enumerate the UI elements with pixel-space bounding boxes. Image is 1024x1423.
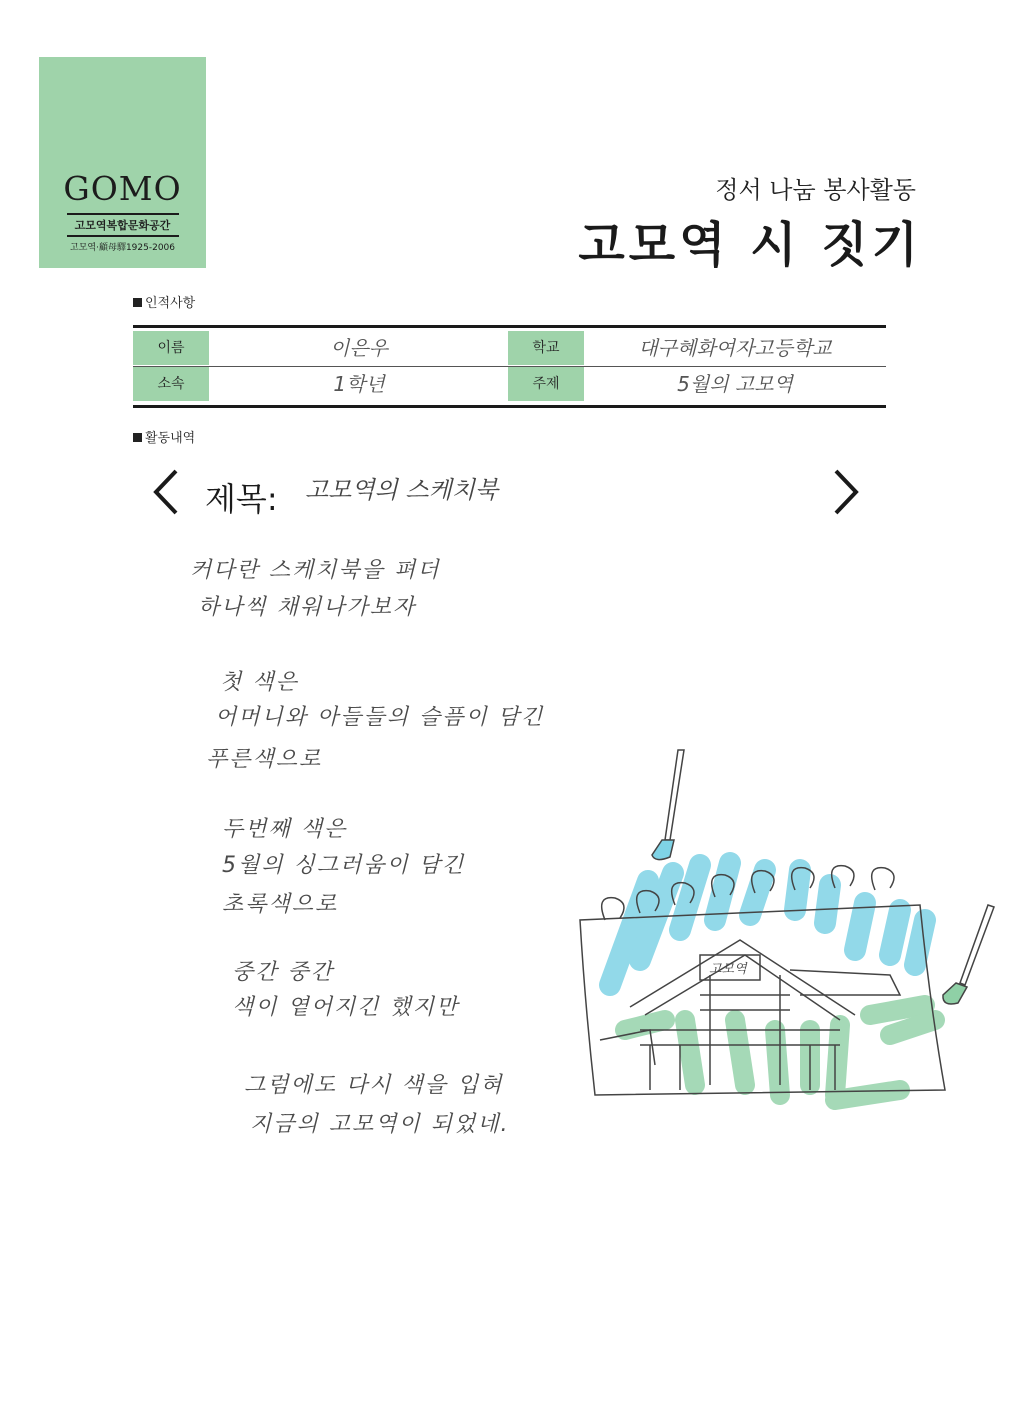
poem-line: 중간 중간 [232, 960, 335, 985]
logo-subtitle: 고모역복합문화공간 [74, 219, 171, 232]
page-title: 고모역 시 짓기 [578, 217, 922, 273]
poem-title-label: 제목: [205, 480, 278, 518]
activity-section-heading [133, 427, 195, 446]
poem-line: 커다란 스케치북을 펴더 [190, 558, 441, 583]
topic-label: 주제 [508, 367, 584, 401]
poem-line: 색이 옅어지긴 했지만 [232, 995, 460, 1020]
square-bullet-icon [133, 298, 142, 307]
personal-info-table [133, 325, 886, 408]
info-row-2 [133, 366, 886, 403]
logo-rule-bottom [67, 235, 179, 237]
gomo-logo [39, 57, 206, 268]
chevron-left-icon[interactable] [150, 467, 182, 525]
sketchbook-drawing [570, 745, 1000, 1125]
square-bullet-icon [133, 433, 142, 442]
poem-line: 두번째 색은 [222, 817, 348, 842]
drawing-sign-text: 고모역 [709, 962, 747, 977]
poem-line: 첫 색은 [220, 670, 299, 695]
logo-main-text: GOMO [63, 169, 182, 208]
chevron-right-icon[interactable] [830, 467, 862, 525]
poem-line: 하나씩 채워나가보자 [198, 595, 417, 620]
poem-line: 그럼에도 다시 색을 입혀 [244, 1073, 504, 1098]
name-label: 이름 [133, 331, 209, 365]
logo-years: 고모역·顧母驛1925-2006 [70, 243, 175, 253]
logo-rule-top [67, 213, 179, 215]
poem-line: 5월의 싱그러움이 담긴 [222, 853, 466, 878]
activity-heading-text: 활동내역 [145, 431, 196, 446]
poem-line: 초록색으로 [222, 892, 339, 917]
personal-section-heading [133, 292, 195, 311]
poem-title: 고모역의 스케치북 [305, 476, 499, 504]
poem-line: 지금의 고모역이 되었네. [250, 1112, 510, 1137]
topic-value: 5월의 고모역 [677, 372, 793, 396]
affiliation-value: 1학년 [333, 372, 385, 396]
poem-line: 어머니와 아들들의 슬픔이 담긴 [215, 705, 545, 730]
page-subtitle: 정서 나눔 봉사활동 [715, 176, 916, 204]
personal-heading-text: 인적사항 [145, 296, 196, 311]
school-value: 대구혜화여자고등학교 [638, 336, 832, 360]
affiliation-label: 소속 [133, 367, 209, 401]
poem-line: 푸른색으로 [206, 747, 323, 772]
info-row-1 [133, 331, 886, 367]
name-value: 이은우 [330, 336, 388, 360]
school-label: 학교 [508, 331, 584, 365]
